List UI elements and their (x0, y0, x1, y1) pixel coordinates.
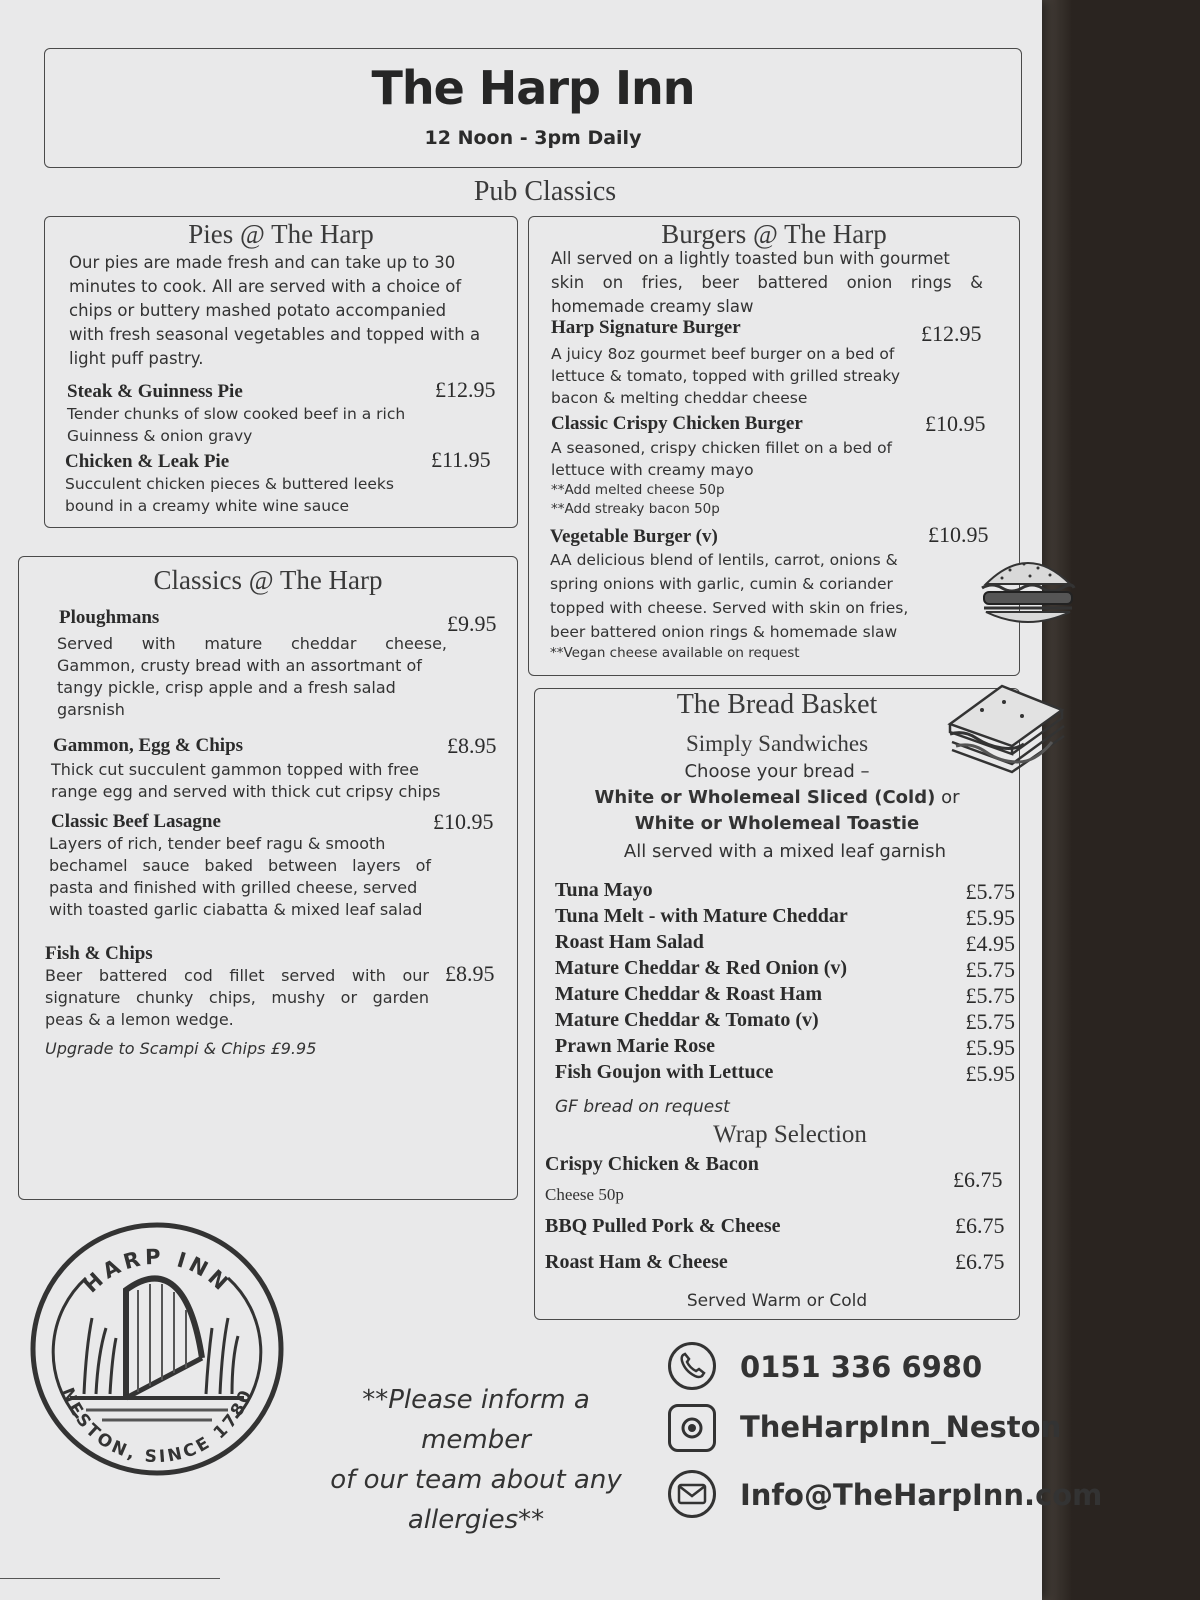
instagram-handle[interactable]: TheHarpInn_Neston (740, 1410, 1062, 1444)
menu-item-name: Gammon, Egg & Chips (53, 735, 244, 756)
desc-line: lettuce & tomato, topped with grilled streaky (551, 367, 900, 385)
desc-line: bound in a creamy white wine sauce (65, 497, 350, 515)
desc-line: Beer battered cod fillet served with our (45, 966, 429, 985)
add-on-note: **Vegan cheese available on request (550, 645, 800, 661)
desc-line: peas & a lemon wedge. (45, 1010, 234, 1029)
menu-item-name: Classic Crispy Chicken Burger (551, 413, 803, 434)
sandwich-row (555, 983, 1015, 1009)
allergy-note (306, 1380, 646, 1540)
burgers-intro-line: homemade creamy slaw (551, 297, 754, 316)
sandwich-name: Tuna Melt - with Mature Cheddar (555, 905, 848, 927)
add-on-note: **Add streaky bacon 50p (551, 501, 720, 517)
bread-option-2: White or Wholemeal Toastie (634, 813, 920, 834)
sandwich-name: Prawn Marie Rose (555, 1035, 715, 1057)
menu-item-price: £8.95 (447, 733, 497, 758)
menu-item-desc (45, 965, 429, 1031)
menu-item-price: £10.95 (928, 522, 989, 547)
burgers-heading: Burgers @ The Harp (661, 219, 887, 249)
menu-item-name: Fish & Chips (45, 943, 153, 964)
bread-basket-section (534, 688, 1020, 1320)
wrap-price: £6.75 (953, 1167, 1003, 1192)
instagram-icon (668, 1404, 716, 1452)
menu-item-price: £10.95 (925, 411, 986, 436)
wrap-price: £6.75 (955, 1249, 1005, 1274)
desc-line: lettuce with creamy mayo (551, 461, 754, 479)
sandwich-price: £5.95 (965, 905, 1015, 930)
desc-line: Succulent chicken pieces & buttered leeks (65, 475, 394, 493)
wrap-name: BBQ Pulled Pork & Cheese (545, 1215, 781, 1237)
allergy-line: allergies** (407, 1505, 545, 1535)
pub-classics-heading: Pub Classics (473, 176, 617, 207)
sandwich-price: £5.95 (965, 1061, 1015, 1086)
upgrade-note: Upgrade to Scampi & Chips £9.95 (45, 1039, 317, 1058)
menu-item-price: £11.95 (431, 447, 491, 472)
menu-item-name: Steak & Guinness Pie (67, 381, 243, 402)
sandwich-row (555, 879, 1015, 905)
bread-basket-heading: The Bread Basket (676, 689, 878, 720)
sandwich-row (555, 931, 1015, 957)
menu-item-price: £9.95 (447, 611, 497, 636)
svg-text:HARP INN: HARP INN (78, 1244, 236, 1298)
wrap-name: Crispy Chicken & Bacon (545, 1153, 759, 1175)
pies-section (44, 216, 518, 528)
sandwich-name: Tuna Mayo (555, 879, 653, 901)
sandwich-name: Fish Goujon with Lettuce (555, 1061, 774, 1083)
svg-text:NESTON, SINCE 1780: NESTON, SINCE 1780 (56, 1385, 258, 1468)
menu-item-price: £12.95 (435, 377, 496, 402)
pies-intro-line: with fresh seasonal vegetables and topped with a (69, 325, 481, 344)
sandwich-name: Roast Ham Salad (555, 931, 704, 953)
desc-line: spring onions with garlic, cumin & coriander (550, 575, 893, 593)
desc-line: AA delicious blend of lentils, carrot, onions & (550, 551, 898, 569)
pies-heading: Pies @ The Harp (188, 219, 374, 249)
desc-line: topped with cheese. Served with skin on fries, (550, 599, 909, 617)
sandwich-name: Mature Cheddar & Roast Ham (555, 983, 823, 1005)
wrap-price: £6.75 (955, 1213, 1005, 1238)
menu-item-price: £12.95 (921, 321, 982, 346)
email-address[interactable]: Info@TheHarpInn.com (740, 1478, 1103, 1512)
burger-illustration (980, 548, 1076, 632)
menu-item-name: Harp Signature Burger (551, 317, 741, 338)
sandwich-price: £5.75 (965, 983, 1015, 1008)
desc-line: Guinness & onion gravy (67, 427, 253, 445)
sandwich-row (555, 957, 1015, 983)
wrap-name: Roast Ham & Cheese (545, 1251, 728, 1273)
menu-item-desc (551, 343, 900, 409)
sandwich-illustration (942, 680, 1070, 776)
add-on-note: **Add melted cheese 50p (551, 482, 725, 498)
sandwich-row (555, 1035, 1015, 1061)
menu-item-desc (49, 833, 431, 921)
sandwich-price: £5.75 (965, 957, 1015, 982)
desc-line: range egg and served with thick cut cripsy chips (51, 782, 441, 801)
bread-option-1-text: White or Wholemeal Sliced (Cold) (594, 787, 936, 808)
menu-item-name: Vegetable Burger (v) (550, 526, 718, 547)
desc-line: bacon & melting cheddar cheese (551, 389, 808, 407)
desc-line: signature chunky chips, mushy or garden (45, 988, 429, 1007)
menu-item-price: £10.95 (433, 809, 494, 834)
menu-item-desc (550, 548, 908, 662)
menu-item-name: Classic Beef Lasagne (51, 811, 221, 832)
sandwich-row (555, 905, 1015, 931)
sandwich-price: £5.95 (965, 1035, 1015, 1060)
burgers-intro (551, 247, 983, 319)
desc-line: A juicy 8oz gourmet beef burger on a bed of (551, 345, 895, 363)
pies-intro-line: minutes to cook. All are served with a choice of (69, 277, 462, 296)
menu-item-desc (57, 633, 447, 721)
classics-heading: Classics @ The Harp (153, 565, 383, 595)
served-note: Served Warm or Cold (686, 1291, 868, 1311)
sandwich-list (555, 879, 1015, 1099)
bottom-rule (0, 1578, 220, 1579)
sandwich-price: £5.75 (965, 1009, 1015, 1034)
pies-intro (69, 251, 501, 371)
bread-option-or: or (941, 787, 960, 808)
menu-item-desc (51, 759, 440, 803)
desc-line: Served with mature cheddar cheese, (57, 634, 447, 653)
bread-choose-text: Choose your bread – (684, 761, 870, 782)
desc-line: Thick cut succulent gammon topped with free (51, 760, 419, 779)
classics-section (18, 556, 518, 1200)
phone-number[interactable]: 0151 336 6980 (740, 1350, 983, 1384)
desc-line: Layers of rich, tender beef ragu & smooth (49, 834, 386, 853)
sandwich-name: Mature Cheddar & Tomato (v) (555, 1009, 819, 1031)
menu-item-price: £8.95 (445, 961, 495, 986)
background-table (1042, 0, 1072, 1600)
bread-option-1 (535, 787, 1019, 808)
header-box (44, 48, 1022, 168)
allergy-line: **Please inform a member (362, 1385, 590, 1455)
pies-intro-line: Our pies are made fresh and can take up to 30 (69, 253, 456, 272)
simply-sandwiches-heading: Simply Sandwiches (685, 731, 869, 756)
desc-line: tangy pickle, crisp apple and a fresh salad (57, 678, 396, 697)
sandwich-price: £4.95 (965, 931, 1015, 956)
menu-item-desc (65, 473, 394, 517)
menu-item-name: Ploughmans (59, 607, 160, 628)
gf-note: GF bread on request (555, 1097, 730, 1117)
desc-line: Gammon, crusty bread with an assortmant of (57, 656, 422, 675)
sandwich-row (555, 1061, 1015, 1087)
wrap-selection-heading: Wrap Selection (713, 1121, 867, 1148)
desc-line: with toasted garlic ciabatta & mixed leaf salad (49, 900, 423, 919)
email-icon (668, 1470, 716, 1518)
allergy-line: of our team about any (330, 1465, 622, 1495)
page-title: The Harp Inn (371, 61, 695, 115)
desc-line: Tender chunks of slow cooked beef in a rich (67, 405, 406, 423)
desc-line: bechamel sauce baked between layers of (49, 856, 431, 875)
garnish-note: All served with a mixed leaf garnish (623, 841, 947, 862)
burgers-intro-line: skin on fries, beer battered onion rings & (551, 273, 983, 292)
sandwich-name: Mature Cheddar & Red Onion (v) (555, 957, 848, 979)
menu-item-desc (67, 403, 405, 447)
pies-intro-line: chips or buttery mashed potato accompanied (69, 301, 447, 320)
pies-intro-line: light puff pastry. (69, 349, 204, 368)
harp-inn-logo (26, 1218, 288, 1480)
desc-line: pasta and finished with grilled cheese, served (49, 878, 418, 897)
desc-line: beer battered onion rings & homemade slaw (550, 623, 898, 641)
menu-item-name: Chicken & Leak Pie (65, 451, 230, 472)
sandwich-price: £5.75 (965, 879, 1015, 904)
wrap-note: Cheese 50p (545, 1185, 624, 1204)
desc-line: A seasoned, crispy chicken fillet on a bed of (551, 439, 893, 457)
sandwich-row (555, 1009, 1015, 1035)
burgers-intro-line: All served on a lightly toasted bun with gourmet (551, 249, 950, 268)
opening-hours: 12 Noon - 3pm Daily (424, 127, 642, 149)
desc-line: garsnish (57, 700, 125, 719)
phone-icon (668, 1342, 716, 1390)
menu-item-desc (551, 437, 892, 519)
